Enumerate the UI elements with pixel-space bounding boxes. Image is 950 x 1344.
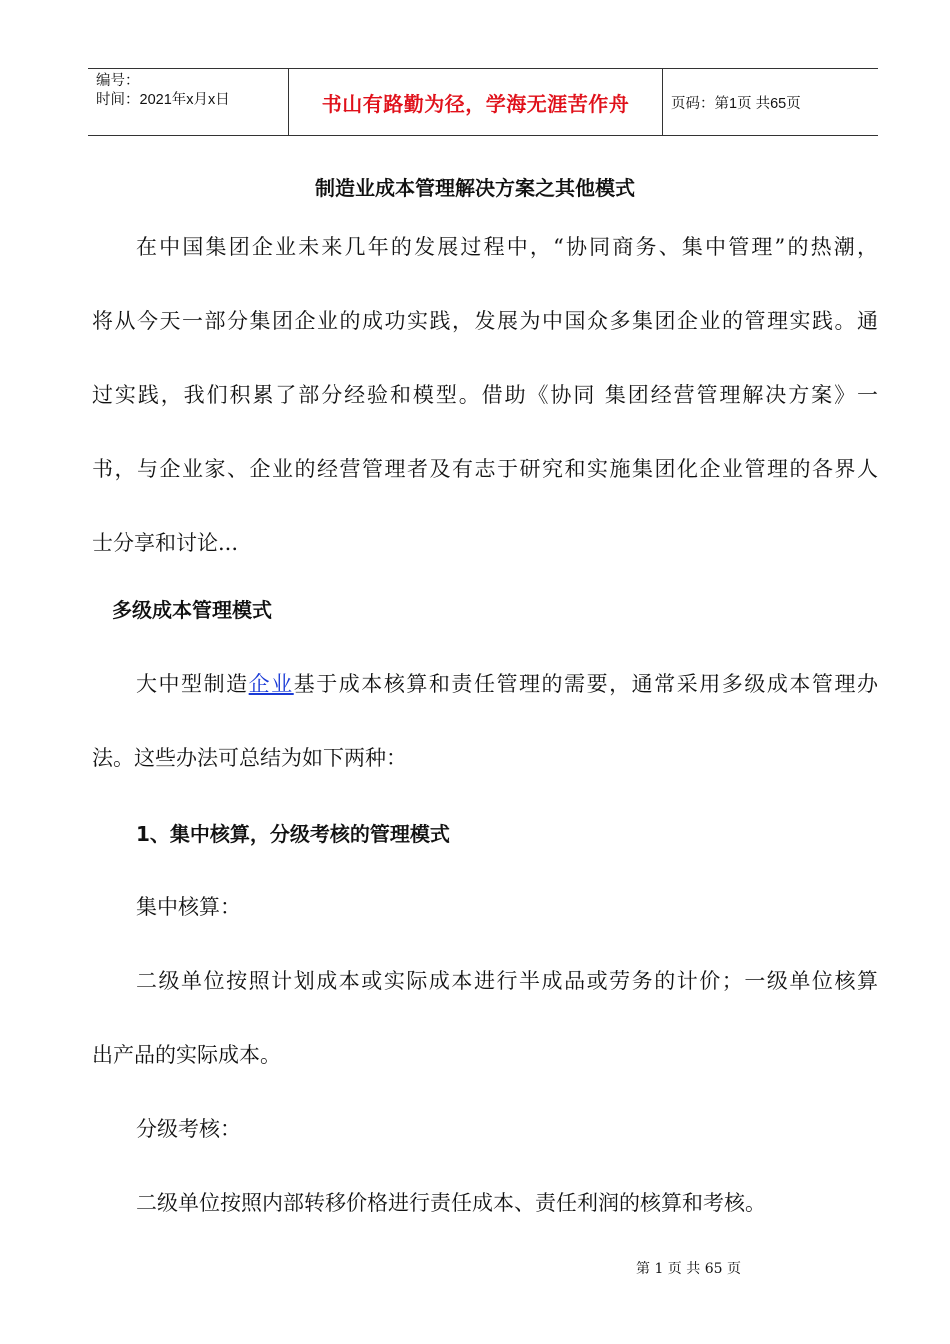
motto: 书山有路勤为径，学海无涯苦作舟 [321,91,630,116]
intro-line: 将从今天一部分集团企业的成功实践，发展为中国众多集团企业的管理实践。通 [92,309,878,333]
document-header [88,68,878,136]
central-line: 出产品的实际成本。 [92,1043,281,1067]
section-line: 法。这些办法可总结为如下两种： [92,746,407,770]
section-text-after: 基于成本核算和责任管理的需要，通常采用多级成本管理办 [293,672,878,696]
page-info: 页码：第1页 共65页 [671,95,801,112]
section-text-before: 大中型制造 [136,672,249,696]
intro-line: 书，与企业家、企业的经营管理者及有志于研究和实施集团化企业管理的各界人 [92,457,878,481]
graded-line: 二级单位按照内部转移价格进行责任成本、责任利润的核算和考核。 [136,1191,766,1215]
section-paragraph [92,647,878,795]
intro-paragraph [92,210,878,580]
central-section [92,870,878,1240]
header-meta [88,69,288,135]
graded-label: 分级考核： [136,1117,241,1141]
central-label: 集中核算： [136,895,241,919]
intro-line: 在中国集团企业未来几年的发展过程中，“协同商务、集中管理”的热潮， [136,235,878,259]
central-line: 二级单位按照计划成本或实际成本进行半成品或劳务的计价；一级单位核算 [136,969,878,993]
section-heading: 多级成本管理模式 [112,598,272,622]
document-title: 制造业成本管理解决方案之其他模式 [315,176,635,200]
enterprise-link[interactable]: 企业 [248,672,294,696]
intro-line: 过实践，我们积累了部分经验和模型。借助《协同 集团经营管理解决方案》一 [92,383,878,407]
number-label: 编号： [96,73,140,89]
subheading: 1、集中核算，分级考核的管理模式 [136,822,450,846]
time-label: 时间：2021年x月x日 [96,92,230,108]
page-footer: 第 1 页 共 65 页 [636,1261,741,1277]
intro-line: 士分享和讨论... [92,531,239,555]
section-line [92,647,878,721]
header-motto-cell [288,69,663,135]
header-page-cell [663,69,878,135]
